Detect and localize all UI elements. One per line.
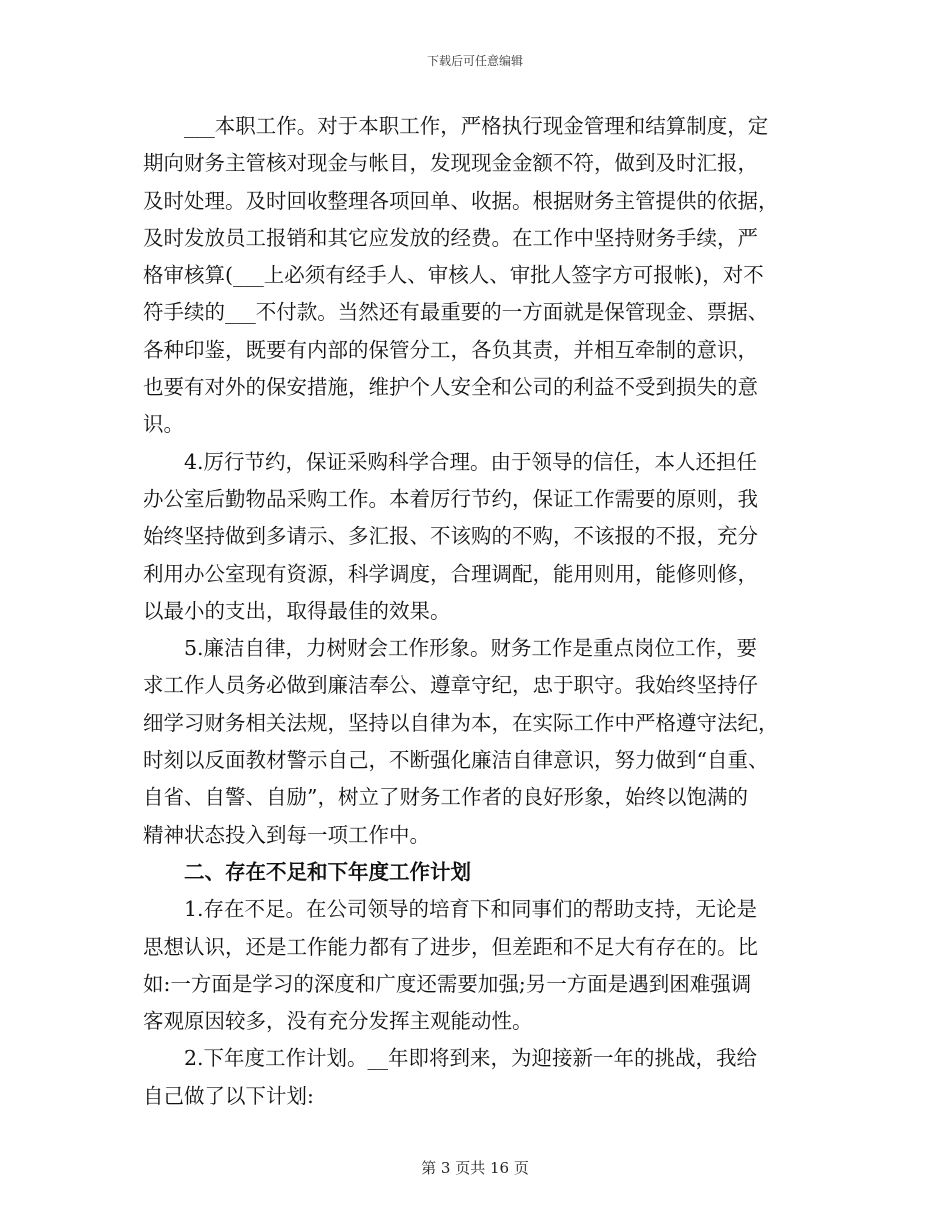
text-line: 时刻以反面教材警示自己，不断强化廉洁自律意识，努力做到“自重、: [143, 748, 769, 773]
text-line: 也要有对外的保安措施，维护个人安全和公司的利益不受到损失的意: [143, 375, 758, 400]
text-line: 利用办公室现有资源，科学调度，合理调配，能用则用，能修则修，: [143, 561, 758, 586]
document-body: [143, 108, 808, 1115]
text-line: 自己做了以下计划:: [143, 1083, 314, 1108]
text-line: 格审核算(___上必须有经手人、审核人、审批人签字方可报帐)，对不: [143, 263, 764, 288]
text-line: 自省、自警、自励”，树立了财务工作者的良好形象，始终以饱满的: [143, 785, 748, 810]
text-line: ___本职工作。对于本职工作，严格执行现金管理和结算制度，定: [184, 114, 769, 138]
text-line: 精神状态投入到每一项工作中。: [143, 822, 430, 847]
text-line: 5.廉洁自律，力树财会工作形象。财务工作是重点岗位工作，要: [184, 636, 758, 661]
page-header: 下载后可任意编辑: [426, 54, 523, 68]
text-line: 始终坚持做到多请示、多汇报、不该购的不购，不该报的不报，充分: [143, 524, 758, 549]
text-line: 思想认识，还是工作能力都有了进步，但差距和不足大有存在的。比: [143, 934, 758, 959]
section-heading: 二、存在不足和下年度工作计划: [184, 859, 471, 884]
text-line: 1.存在不足。在公司领导的培育下和同事们的帮助支持，无论是: [184, 897, 758, 922]
text-line: 各种印鉴，既要有内部的保管分工，各负其责，并相互牵制的意识，: [143, 337, 758, 362]
text-line: 及时发放员工报销和其它应发放的经费。在工作中坚持财务手续，严: [143, 225, 758, 250]
text-line: 期向财务主管核对现金与帐目，发现现金金额不符，做到及时汇报，: [143, 151, 758, 176]
text-line: 客观原因较多，没有充分发挥主观能动性。: [143, 1009, 533, 1034]
text-line: 符手续的___不付款。当然还有最重要的一方面就是保管现金、票据、: [143, 300, 769, 325]
text-line: 2.下年度工作计划。__年即将到来，为迎接新一年的挑战，我给: [184, 1046, 758, 1071]
text-line: 办公室后勤物品采购工作。本着厉行节约，保证工作需要的原则，我: [143, 486, 758, 511]
page-footer: 第 3 页共 16 页: [421, 1159, 529, 1177]
text-line: 及时处理。及时回收整理各项回单、收据。根据财务主管提供的依据，: [143, 188, 779, 213]
text-line: 识。: [143, 412, 184, 437]
text-line: 4.厉行节约，保证采购科学合理。由于领导的信任，本人还担任: [184, 449, 758, 474]
text-line: 求工作人员务必做到廉洁奉公、遵章守纪，忠于职守。我始终坚持仔: [143, 673, 758, 698]
text-line: 如:一方面是学习的深度和广度还需要加强;另一方面是遇到困难强调: [143, 971, 752, 996]
text-line: 细学习财务相关法规，坚持以自律为本，在实际工作中严格遵守法纪，: [143, 710, 779, 735]
text-line: 以最小的支出，取得最佳的效果。: [143, 598, 451, 623]
